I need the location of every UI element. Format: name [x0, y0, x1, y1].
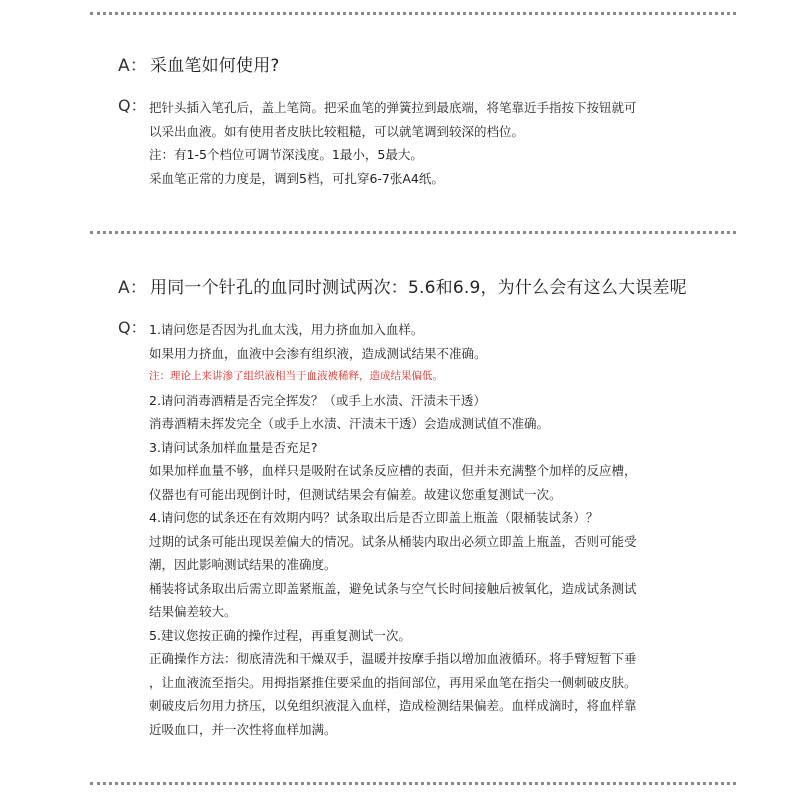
answer-line: 1.请问您是否因为扎血太浅，用力挤血加入血样。 [149, 322, 424, 337]
answer-mark-label: Q： [118, 96, 147, 115]
answer-line: 5.建议您按正确的操作过程，再重复测试一次。 [149, 627, 411, 643]
answer-line: 把针头插入笔孔后，盖上笔筒。把采血笔的弹簧拉到最底端，将笔靠近手指按下按钮就可 [149, 100, 637, 115]
answer-line: 近吸血口，并一次性将血样加满。 [149, 721, 337, 737]
answer-line: 桶装将试条取出后需立即盖紧瓶盖，避免试条与空气长时间接触后被氧化，造成试条测试 [149, 580, 637, 596]
question-text: 采血笔如何使用? [150, 56, 280, 76]
answer-line: 如果用力挤血，血液中会渗有组织液，造成测试结果不准确。 [149, 345, 487, 361]
section-2-question [118, 273, 687, 298]
section-1-answer [118, 96, 718, 190]
answer-line: 消毒酒精未挥发完全（或手上水渍、汗渍未干透）会造成测试值不准确。 [149, 416, 550, 431]
dotted-divider-bottom [90, 782, 736, 785]
answer-mark-label: Q： [118, 318, 147, 337]
answer-line: 如果加样血量不够，血样只是吸附在试条反应槽的表面，但并未充满整个加样的反应槽， [149, 463, 637, 478]
answer-line: 4.请问您的试条还在有效期内吗？试条取出后是否立即盖上瓶盖（限桶装试条）？ [149, 510, 599, 525]
answer-line: 以采出血液。如有使用者皮肤比较粗糙，可以就笔调到较深的档位。 [149, 123, 525, 139]
answer-line: 正确操作方法：彻底清洗和干燥双手，温暖并按摩手指以增加血液循环。将手臂短暂下垂 [149, 651, 637, 666]
answer-line: 2.请问消毒酒精是否完全挥发？（或手上水渍、汗渍未干透） [149, 392, 486, 408]
answer-line: 3.请问试条加样血量是否充足? [149, 439, 318, 455]
answer-line: 注：有1-5个档位可调节深浅度。1最小，5最大。 [149, 147, 423, 162]
answer-line: 潮，因此影响测试结果的准确度。 [149, 557, 337, 572]
answer-line: 仪器也有可能出现倒计时，但测试结果会有偏差。故建议您重复测试一次。 [149, 486, 562, 502]
answer-line: 过期的试条可能出现误差偏大的情况。试条从桶装内取出必须立即盖上瓶盖，否则可能受 [149, 533, 637, 549]
answer-line: 采血笔正常的力度是，调到5档，可扎穿6-7张A4纸。 [149, 170, 444, 186]
section-1-question [118, 51, 280, 76]
question-text: 用同一个针孔的血同时测试两次：5.6和6.9，为什么会有这么大误差呢 [150, 278, 687, 298]
answer-note-red: 注：理论上来讲渗了组织液相当于血液被稀释，造成结果偏低。 [149, 370, 443, 382]
dotted-divider-middle [90, 231, 736, 234]
section-2-answer [118, 318, 718, 741]
answer-line: ，让血液流至指尖。用拇指紧推住要采血的指间部位，再用采血笔在指尖一侧刺破皮肤。 [149, 674, 637, 690]
answer-line: 结果偏差较大。 [149, 604, 237, 619]
dotted-divider-top [90, 12, 736, 15]
answer-line: 刺破皮后勿用力挤压，以免组织液混入血样，造成检测结果偏差。血样成滴时，将血样靠 [149, 698, 637, 713]
question-mark-label: A： [118, 278, 148, 298]
question-mark-label: A： [118, 56, 148, 76]
